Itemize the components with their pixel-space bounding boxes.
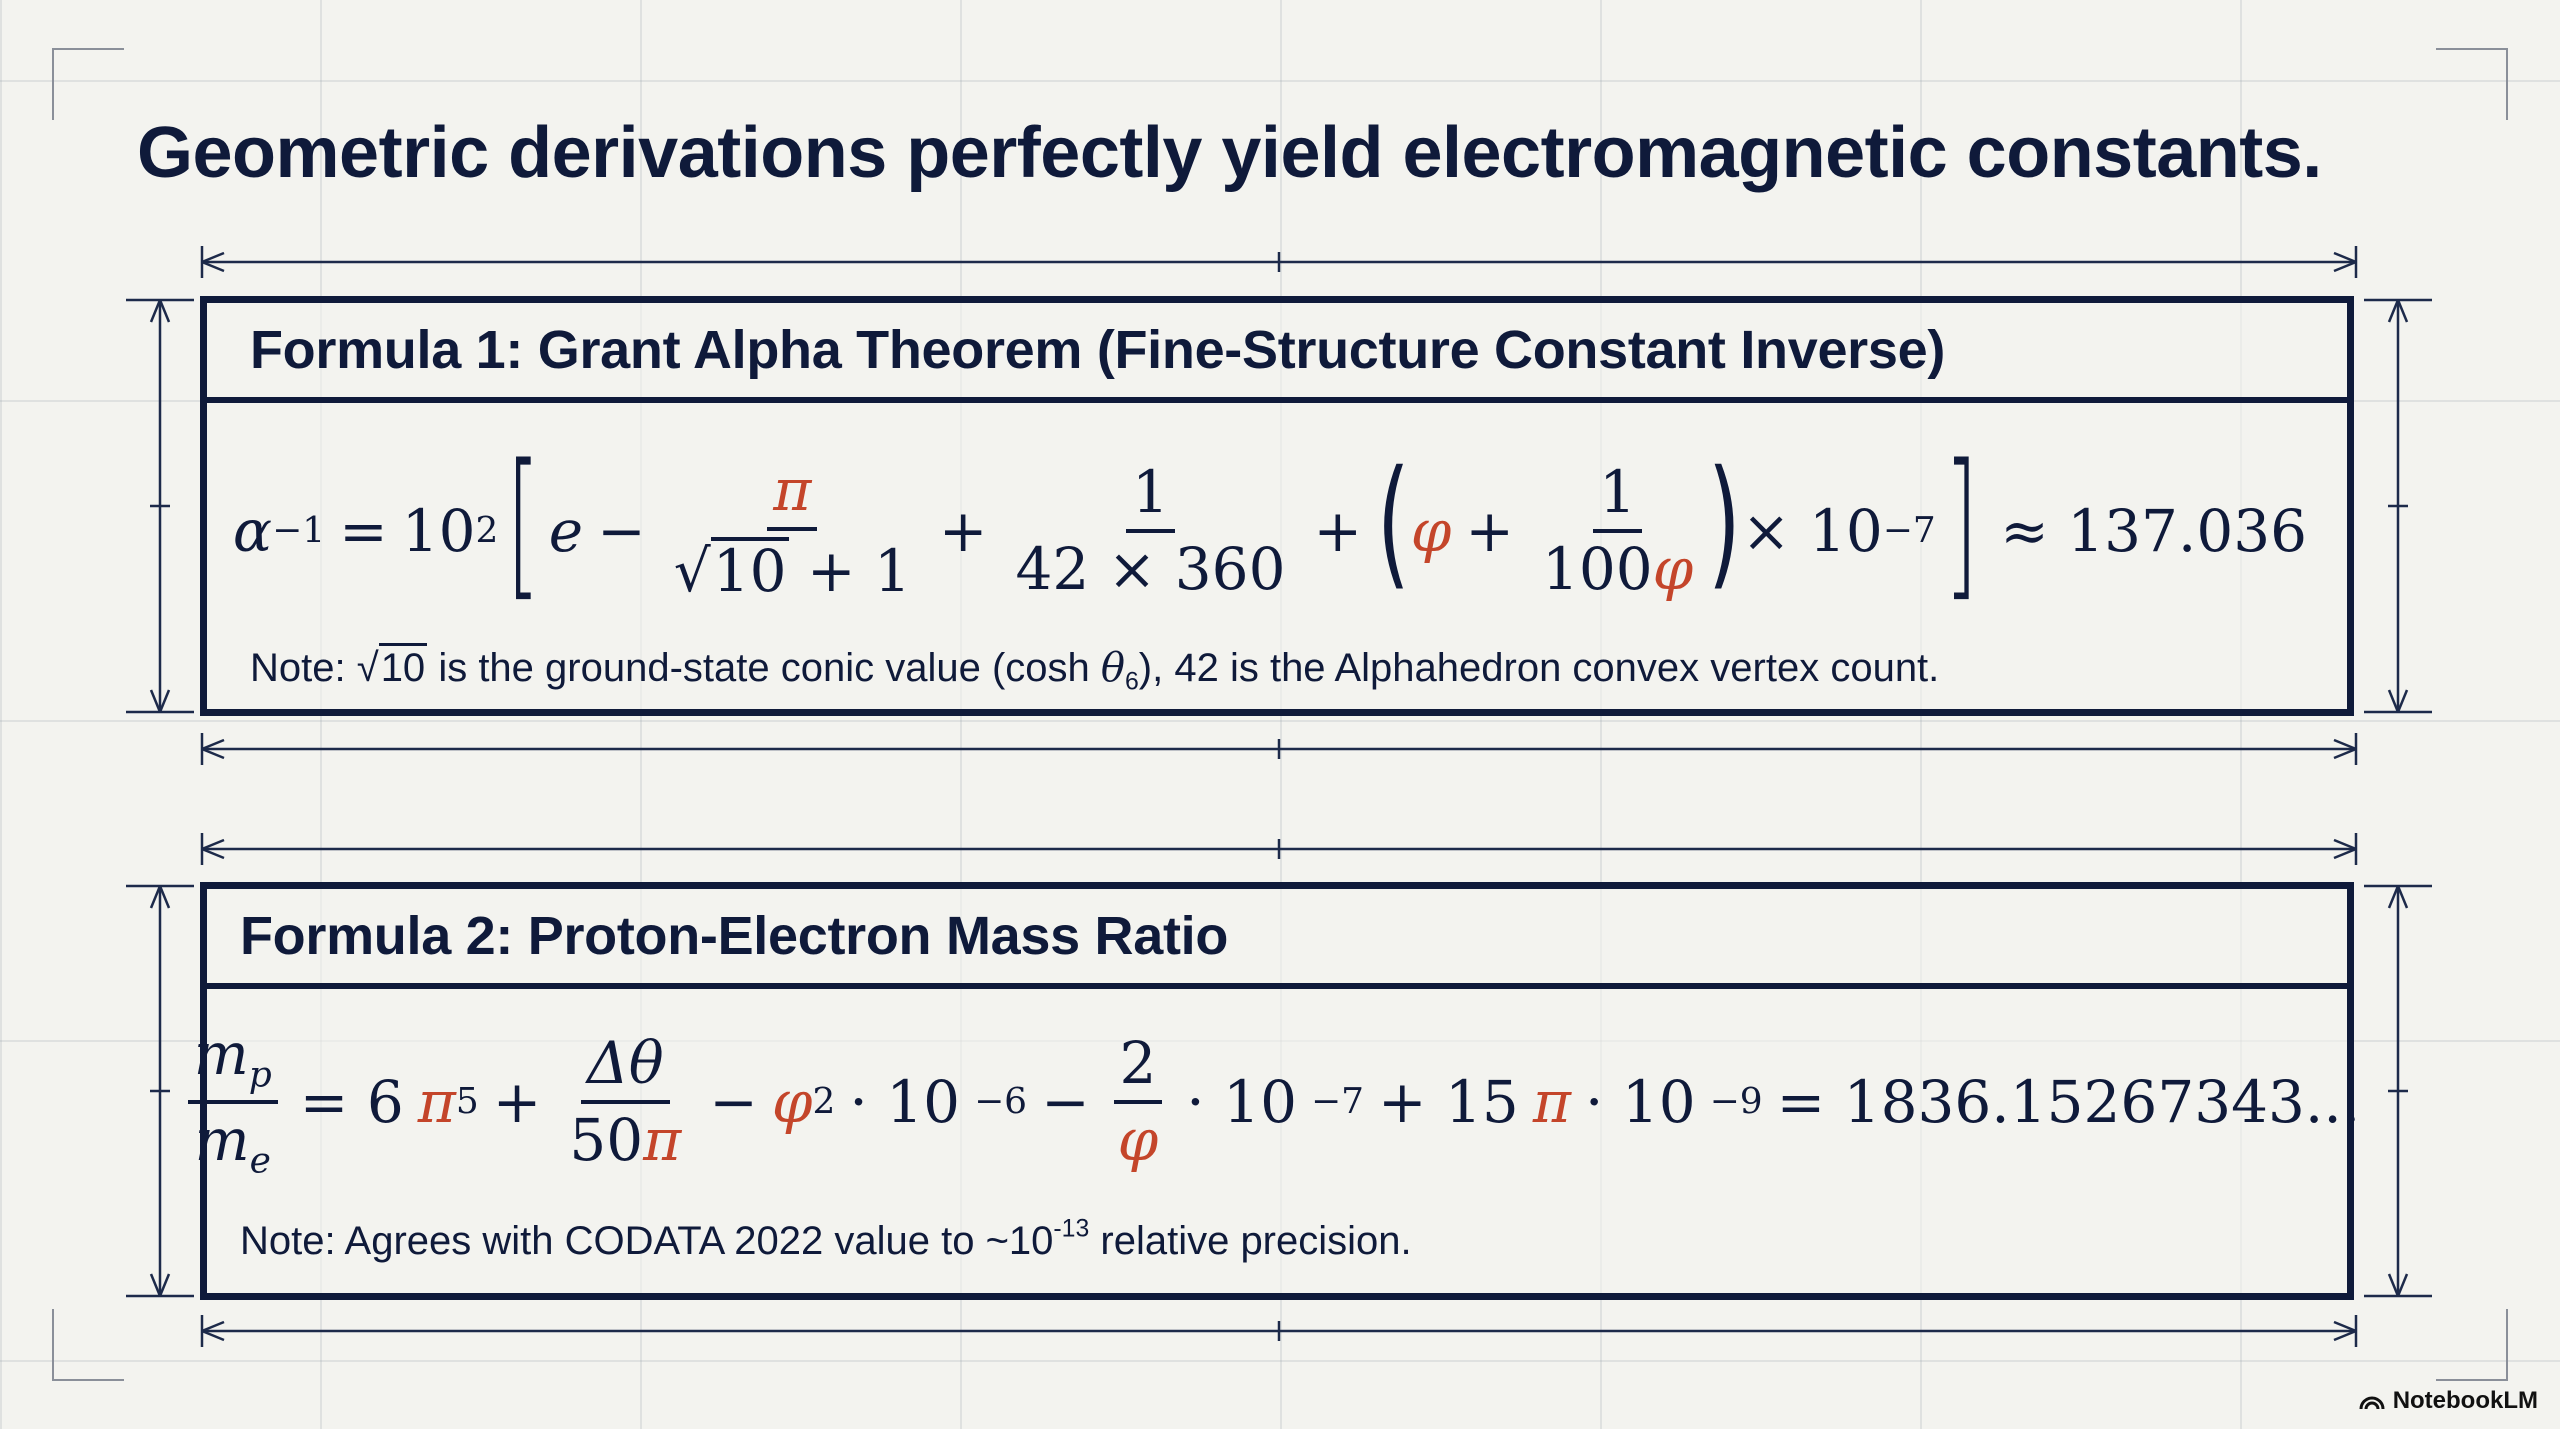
one-numerator-2: 1 xyxy=(1593,462,1642,533)
dimension-stroke-52 xyxy=(151,886,160,908)
minus-sign: − xyxy=(709,1068,758,1136)
mass-ratio-result: = 1836.15267343... xyxy=(1776,1068,2361,1136)
dimension-stroke-62 xyxy=(2389,1274,2398,1296)
alpha-symbol: α xyxy=(232,497,273,565)
dimension-stroke-61 xyxy=(2398,886,2407,908)
fifty-pi xyxy=(563,1104,687,1174)
formula-1-note: Note: √ 10 is the ground-state conic value (cosh $\theta_6$), 42 is the Alphahedron convex vertex count. xyxy=(250,645,1940,696)
dimension-stroke-63 xyxy=(2398,1274,2407,1296)
e-subscript: e xyxy=(249,1140,271,1182)
dimension-stroke-37 xyxy=(160,300,169,322)
dimension-stroke-47 xyxy=(2398,690,2407,712)
dimension-stroke-46 xyxy=(2389,690,2398,712)
dimension-stroke-54 xyxy=(151,1274,160,1296)
euler-e: e xyxy=(548,497,584,565)
delta-theta: Δθ xyxy=(581,1033,670,1104)
note-prefix: Note: xyxy=(250,646,346,690)
dimension-stroke-55 xyxy=(160,1274,169,1296)
phi-symbol: φ xyxy=(1410,497,1452,565)
phi-in-denominator: φ xyxy=(1652,535,1694,603)
phi-symbol: φ xyxy=(771,1068,813,1136)
left-paren: ( xyxy=(1377,441,1410,604)
equals-six: = 6 xyxy=(299,1068,404,1136)
dimension-stroke-28 xyxy=(202,1322,224,1331)
mass-ratio-fraction xyxy=(188,1019,278,1182)
dimension-stroke-7 xyxy=(2334,262,2356,271)
dimension-stroke-60 xyxy=(2389,886,2398,908)
formula-1-card xyxy=(200,296,2354,716)
note-end-text: ), 42 is the Alphahedron convex vertex count. xyxy=(1138,646,1940,690)
formula-1-heading: Formula 1: Grant Alpha Theorem (Fine-Structure Constant Inverse) xyxy=(207,303,2347,403)
formula-1-expression: α −1 = 10 2 [ e − π √ 10 + 1 + $\frac{1}{42 \times 360}$ + ( φ + $\frac{1}{100\varphi}$ ) × 10 −7 ] ≈ 137.036 xyxy=(232,429,2308,616)
dimension-stroke-30 xyxy=(2334,1322,2356,1331)
approx-result: ≈ 137.036 xyxy=(2000,497,2308,565)
dimension-stroke-44 xyxy=(2389,300,2398,322)
dimension-stroke-14 xyxy=(2334,740,2356,749)
plus-sign: + xyxy=(938,497,988,565)
dimension-stroke-23 xyxy=(2334,849,2356,858)
note-theta-subscript: 6 xyxy=(1125,668,1139,696)
note-text: Note: Agrees with CODATA 2022 value to ~10 xyxy=(240,1219,1054,1263)
note-exponent: -13 xyxy=(1053,1215,1090,1243)
times-ten: × 10 xyxy=(1741,497,1883,565)
brand-label: NotebookLM xyxy=(2392,1387,2538,1414)
m-p: m xyxy=(193,1019,249,1088)
hundred: 100 xyxy=(1541,535,1653,603)
dimension-stroke-38 xyxy=(151,690,160,712)
notebooklm-logo-icon xyxy=(2359,1391,2385,1411)
dimension-stroke-39 xyxy=(160,690,169,712)
dimension-stroke-22 xyxy=(2334,840,2356,849)
pi-numerator: π xyxy=(767,460,817,531)
dimension-stroke-20 xyxy=(202,840,224,849)
pi-over-sqrt10-fraction xyxy=(668,456,917,605)
dimension-stroke-15 xyxy=(2334,749,2356,758)
dtheta-fraction xyxy=(563,1029,687,1174)
proton-mass xyxy=(188,1019,278,1104)
one-over-100phi-fraction xyxy=(1536,458,1699,603)
plus-sign-3: + xyxy=(1465,497,1514,565)
note-middle-text: is the ground-state conic value (cosh xyxy=(438,646,1090,690)
right-bracket: ] xyxy=(1943,429,1979,616)
one-numerator: 1 xyxy=(1126,462,1175,533)
corner-mark-top-right xyxy=(2436,48,2508,120)
dimension-stroke-4 xyxy=(202,253,224,262)
times-ten-6: · 10 xyxy=(849,1068,961,1136)
two-numerator: 2 xyxy=(1114,1033,1163,1104)
formula-2-note xyxy=(240,1215,1412,1264)
dimension-stroke-31 xyxy=(2334,1331,2356,1340)
formula-2-heading: Formula 2: Proton-Electron Mass Ratio xyxy=(207,889,2347,989)
equals-sign: = xyxy=(339,497,388,565)
pi-symbol: π xyxy=(417,1068,456,1136)
corner-mark-top-left xyxy=(52,48,124,120)
slide-title: Geometric derivations perfectly yield electromagnetic constants. xyxy=(137,113,2322,193)
p-subscript: p xyxy=(248,1054,272,1096)
base-ten: 10 xyxy=(401,497,476,565)
plus-one: + 1 xyxy=(806,537,911,605)
times-ten-7: · 10 xyxy=(1186,1068,1297,1136)
dimension-stroke-53 xyxy=(160,886,169,908)
corner-mark-bottom-right xyxy=(2436,1309,2508,1381)
denominator-42x360: 42 × 360 xyxy=(1015,535,1286,603)
brand-watermark xyxy=(2359,1387,2538,1415)
corner-mark-bottom-left xyxy=(52,1309,124,1381)
m-e: m xyxy=(194,1106,250,1174)
hundred-phi-denominator xyxy=(1536,533,1699,603)
formula-2-card xyxy=(193,882,2361,1300)
minus-sign: − xyxy=(597,497,646,565)
pi-symbol-2: π xyxy=(1532,1068,1571,1136)
formula-2-expression: $\frac{m_p}{m_e}$ = 6 π 5 + $\frac{\Delta\theta}{50\pi}$ − φ 2 · 10 −6 − $\frac{2}{\varphi}$ · 10 −7 + 15 π · 10 −9 = 1836.15267343... xyxy=(207,1017,2347,1187)
fifty: 50 xyxy=(569,1106,644,1174)
dimension-stroke-29 xyxy=(202,1331,224,1340)
pi-in-denominator: π xyxy=(643,1106,682,1174)
left-bracket: [ xyxy=(506,429,541,616)
plus-fifteen: + 15 xyxy=(1377,1068,1519,1136)
dimension-stroke-12 xyxy=(202,740,224,749)
times-ten-9: · 10 xyxy=(1584,1068,1696,1136)
two-over-phi-fraction xyxy=(1112,1029,1165,1174)
note-end-text: relative precision. xyxy=(1089,1219,1412,1263)
dimension-stroke-13 xyxy=(202,749,224,758)
note-sqrt-argument: 10 xyxy=(379,643,428,691)
dimension-stroke-6 xyxy=(2334,253,2356,262)
right-paren: ) xyxy=(1708,441,1741,604)
plus-sign-2: + xyxy=(1313,497,1363,565)
sqrt-argument: 10 xyxy=(712,537,787,605)
minus-sign-2: − xyxy=(1041,1068,1090,1136)
dimension-stroke-5 xyxy=(202,262,224,271)
one-over-15120-fraction xyxy=(1010,458,1292,603)
sqrt10-denominator: √ 10 + 1 xyxy=(673,537,911,605)
electron-mass xyxy=(189,1104,277,1180)
plus-sign: + xyxy=(492,1068,542,1136)
note-theta: θ xyxy=(1100,645,1125,691)
dimension-stroke-21 xyxy=(202,849,224,858)
dimension-stroke-45 xyxy=(2398,300,2407,322)
dimension-stroke-36 xyxy=(151,300,160,322)
phi-denominator: φ xyxy=(1117,1106,1159,1174)
